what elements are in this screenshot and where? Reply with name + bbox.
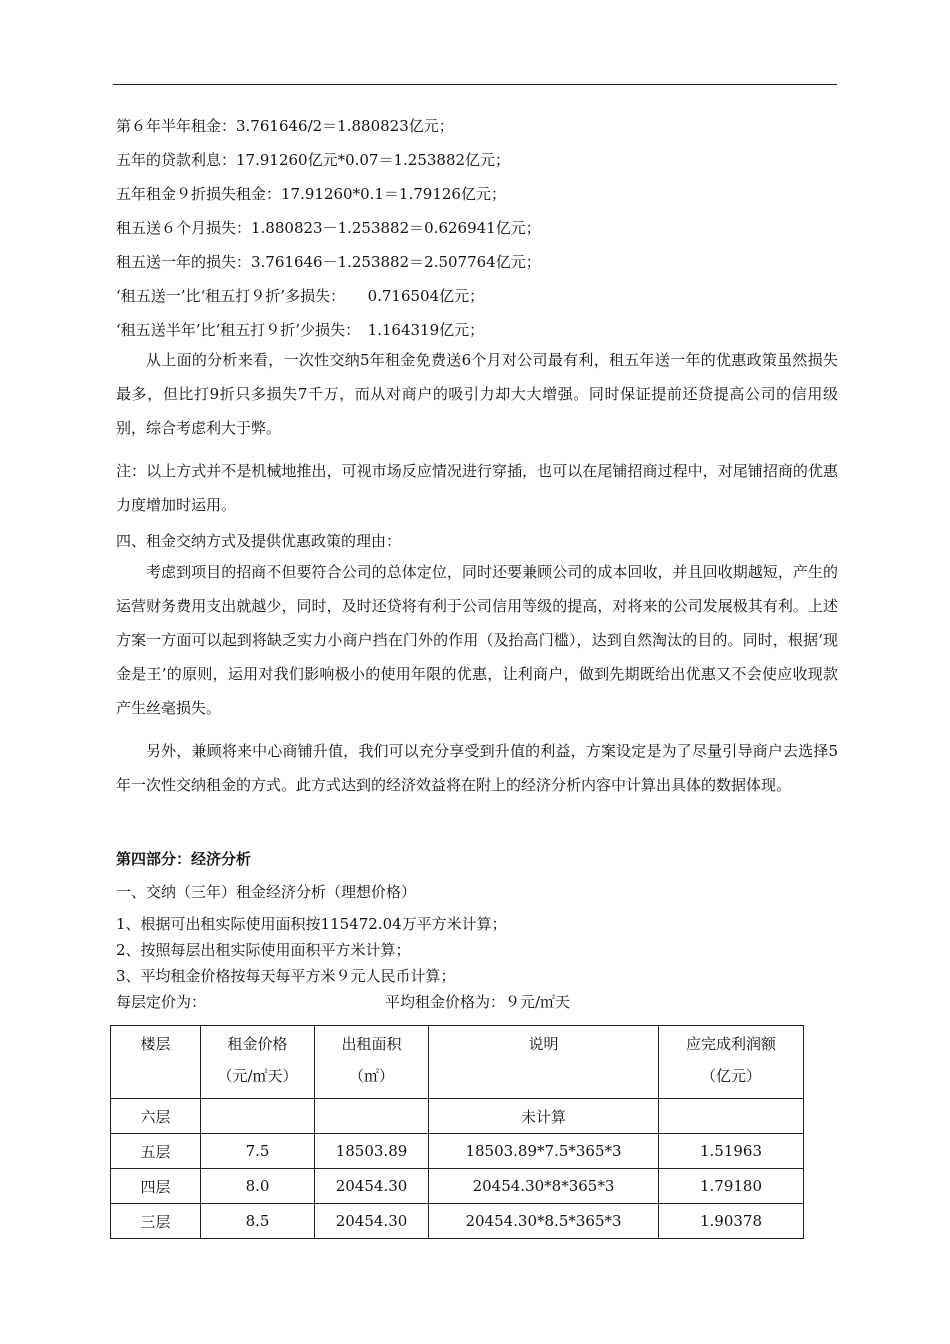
header-area: 出租面积 （㎡）: [315, 1026, 429, 1099]
calc-line-7: ‘租五送半年’比‘租五打９折’少损失： 1.164319亿元；: [116, 321, 485, 339]
table-row: [111, 1204, 804, 1239]
table-cell: 未计算: [429, 1099, 659, 1134]
table-row: [111, 1099, 804, 1134]
table-cell: 20454.30: [315, 1169, 429, 1204]
sub-heading-1: 一、交纳（三年）租金经济分析（理想价格）: [116, 883, 417, 901]
table-row: [111, 1134, 804, 1169]
table-cell: 20454.30*8*365*3: [429, 1169, 659, 1204]
calc-line-6: ‘租五送一’比‘租五打９折’多损失： 0.716504亿元；: [116, 287, 485, 305]
table-cell: 18503.89*7.5*365*3: [429, 1134, 659, 1169]
calc-line-4: 租五送６个月损失：1.880823－1.253882＝0.626941亿元；: [116, 219, 541, 237]
table-cell: 20454.30: [315, 1204, 429, 1239]
table-cell: [201, 1099, 315, 1134]
table-cell: 五层: [111, 1134, 201, 1169]
table-cell: 1.90378: [659, 1204, 804, 1239]
table-header-row: [111, 1026, 804, 1099]
table-cell: [659, 1099, 804, 1134]
table-cell: 8.0: [201, 1169, 315, 1204]
list-item-2: 2、按照每层出租实际使用面积平方米计算；: [116, 941, 411, 959]
note-paragraph: 注：以上方式并不是机械地推出，可视市场反应情况进行穿插，也可以在尾铺招商过程中，对尾铺招商的优惠力度增加时运用。: [116, 462, 838, 514]
table-row: [111, 1169, 804, 1204]
table-cell: 三层: [111, 1204, 201, 1239]
table-cell: 7.5: [201, 1134, 315, 1169]
table-cell: 20454.30*8.5*365*3: [429, 1204, 659, 1239]
section-4-heading: 四、租金交纳方式及提供优惠政策的理由：: [116, 532, 402, 550]
calc-line-2: 五年的贷款利息：17.91260亿元*0.07＝1.253882亿元；: [116, 151, 511, 169]
floor-price-label: 每层定价为：: [116, 993, 207, 1011]
rent-table: [110, 1025, 804, 1239]
appreciation-paragraph: 另外，兼顾将来中心商铺升值，我们可以充分享受到升值的利益，方案设定是为了尽量引导商户去选择5年一次性交纳租金的方式。此方式达到的经济效益将在附上的经济分析内容中计算出具体的数据体现。: [116, 742, 838, 794]
average-price-label: 平均租金价格为：９元/㎡天: [385, 993, 571, 1011]
header-rent-price: 租金价格 （元/㎡天）: [201, 1026, 315, 1099]
analysis-paragraph: 从上面的分析来看，一次性交纳5年租金免费送6个月对公司最有利，租五年送一年的优惠政策虽然损失最多，但比打9折只多损失7千万，而从对商户的吸引力却大大增强。同时保证提前还贷提高公司的信用级别，综合考虑利大于弊。: [116, 351, 838, 437]
list-item-1: 1、根据可出租实际使用面积按115472.04万平方米计算；: [116, 915, 507, 933]
table-cell: 8.5: [201, 1204, 315, 1239]
calc-line-1: 第６年半年租金：3.761646/2＝1.880823亿元；: [116, 117, 454, 135]
header-profit: 应完成利润额 （亿元）: [659, 1026, 804, 1099]
header-floor: 楼层: [111, 1026, 201, 1099]
list-item-3: 3、平均租金价格按每天每平方米９元人民币计算；: [116, 967, 456, 985]
table-cell: 四层: [111, 1169, 201, 1204]
table-cell: 1.79180: [659, 1169, 804, 1204]
header-description: 说明: [429, 1026, 659, 1099]
header-rule: [113, 84, 837, 85]
table-cell: 六层: [111, 1099, 201, 1134]
part-4-title: 第四部分：经济分析: [116, 850, 252, 868]
calc-line-3: 五年租金９折损失租金：17.91260*0.1＝1.79126亿元；: [116, 185, 506, 203]
reason-paragraph: 考虑到项目的招商不但要符合公司的总体定位，同时还要兼顾公司的成本回收，并且回收期越短，产生的运营财务费用支出就越少，同时，及时还贷将有利于公司信用等级的提高，对将来的公司发展极其有利。上述方案一方面可以起到将缺乏实力小商户挡在门外的作用（及抬高门槛），达到自然淘汰的目的。同时，根据‘现金是王’的原则，运用对我们影响极小的使用年限的优惠，让利商户，做到先期既给出优惠又不会使应收现款产生丝毫损失。: [116, 563, 838, 717]
table-cell: 1.51963: [659, 1134, 804, 1169]
table-cell: [315, 1099, 429, 1134]
table-cell: 18503.89: [315, 1134, 429, 1169]
calc-line-5: 租五送一年的损失：3.761646－1.253882＝2.507764亿元；: [116, 253, 541, 271]
